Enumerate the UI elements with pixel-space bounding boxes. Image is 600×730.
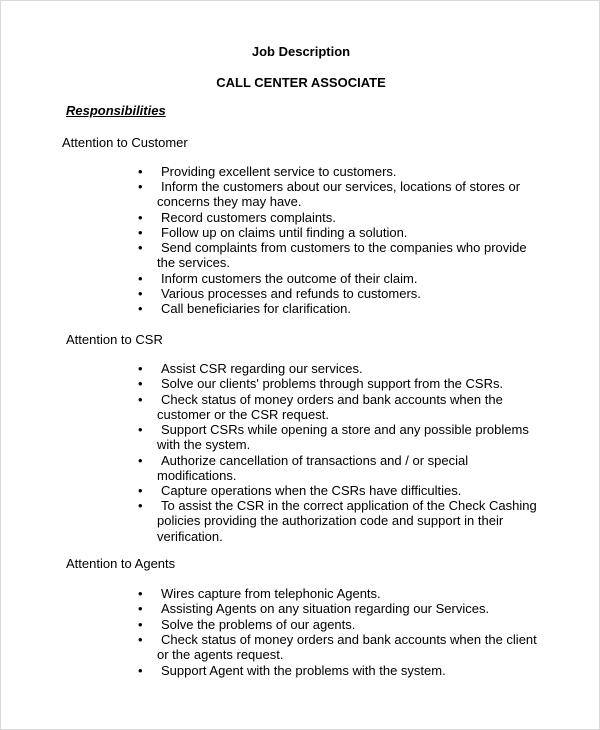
bullet-line: with the system. <box>157 437 251 453</box>
bullet-text <box>157 210 547 225</box>
bullet-icon: • <box>138 179 143 194</box>
bullet-line: Check status of money orders and bank accounts when the client <box>161 632 537 647</box>
bullet-line: Wires capture from telephonic Agents. <box>161 586 381 601</box>
bullet-icon: • <box>138 376 143 391</box>
bullet-text <box>157 286 547 301</box>
bullet-text <box>157 617 547 632</box>
section-heading: Attention to CSR <box>66 332 163 347</box>
bullet-line: Authorize cancellation of transactions and / or special <box>161 453 469 468</box>
bullet-line: Send complaints from customers to the companies who provide <box>161 240 527 255</box>
bullet-icon: • <box>138 586 143 601</box>
bullet-line: Call beneficiaries for clarification. <box>161 301 352 316</box>
bullet-line: Providing excellent service to customers. <box>161 164 397 179</box>
bullet-icon: • <box>138 301 143 316</box>
bullet-text <box>157 392 547 423</box>
bullet-line: Support Agent with the problems with the system. <box>161 663 446 678</box>
bullet-icon: • <box>138 286 143 301</box>
bullet-line: policies providing the authorization code and support in their <box>157 513 504 529</box>
bullet-line: To assist the CSR in the correct application of the Check Cashing <box>161 498 537 513</box>
bullet-line: Follow up on claims until finding a solution. <box>161 225 408 240</box>
bullet-text <box>157 301 547 316</box>
bullet-icon: • <box>138 422 143 437</box>
bullet-text <box>157 453 547 484</box>
bullet-text <box>157 164 547 179</box>
bullet-line: Solve our clients' problems through support from the CSRs. <box>161 376 504 391</box>
bullet-text <box>157 179 547 210</box>
job-title: CALL CENTER ASSOCIATE <box>216 75 386 90</box>
bullet-line: Assist CSR regarding our services. <box>161 361 363 376</box>
section-heading: Attention to Agents <box>66 556 176 571</box>
bullet-icon: • <box>138 271 143 286</box>
bullet-line: Check status of money orders and bank accounts when the <box>161 392 503 407</box>
bullet-text <box>157 601 547 616</box>
bullet-line: customer or the CSR request. <box>157 407 329 423</box>
bullet-text <box>157 376 547 391</box>
bullet-line: Record customers complaints. <box>161 210 336 225</box>
bullet-icon: • <box>138 663 143 678</box>
bullet-icon: • <box>138 453 143 468</box>
bullet-icon: • <box>138 225 143 240</box>
bullet-icon: • <box>138 210 143 225</box>
bullet-line: Various processes and refunds to customers. <box>161 286 421 301</box>
bullet-text <box>157 586 547 601</box>
bullet-icon: • <box>138 164 143 179</box>
bullet-line: Support CSRs while opening a store and any possible problems <box>161 422 529 437</box>
bullet-icon: • <box>138 483 143 498</box>
bullet-line: Inform the customers about our services, locations of stores or <box>161 179 521 194</box>
bullet-text <box>157 483 547 498</box>
bullet-icon: • <box>138 632 143 647</box>
bullet-text <box>157 632 547 663</box>
bullet-text <box>157 271 547 286</box>
section-heading: Attention to Customer <box>62 135 188 150</box>
responsibilities-heading: Responsibilities <box>66 103 166 118</box>
bullet-text <box>157 422 547 453</box>
bullet-icon: • <box>138 601 143 616</box>
bullet-text <box>157 498 547 544</box>
bullet-line: Solve the problems of our agents. <box>161 617 356 632</box>
bullet-line: verification. <box>157 528 223 544</box>
bullet-text <box>157 361 547 376</box>
bullet-line: Inform customers the outcome of their claim. <box>161 271 418 286</box>
bullet-icon: • <box>138 498 143 513</box>
bullet-text <box>157 663 547 678</box>
bullet-line: modifications. <box>157 468 237 484</box>
bullet-icon: • <box>138 361 143 376</box>
bullet-line: concerns they may have. <box>157 194 302 210</box>
bullet-line: Capture operations when the CSRs have difficulties. <box>161 483 462 498</box>
bullet-icon: • <box>138 617 143 632</box>
bullet-line: Assisting Agents on any situation regarding our Services. <box>161 601 490 616</box>
bullet-line: or the agents request. <box>157 647 284 663</box>
document-title: Job Description <box>251 44 351 59</box>
bullet-icon: • <box>138 392 143 407</box>
bullet-text <box>157 225 547 240</box>
bullet-line: the services. <box>157 255 230 271</box>
bullet-text <box>157 240 547 271</box>
bullet-icon: • <box>138 240 143 255</box>
